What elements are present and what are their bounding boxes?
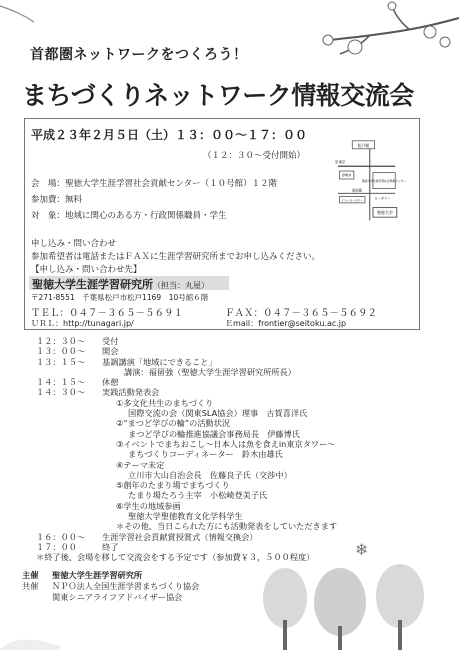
url: ＵＲＬ：http://tunagari.jp/: [31, 319, 134, 328]
schedule-row: [36, 357, 426, 367]
schedule-row: [36, 511, 426, 521]
event-datetime: 平成２３年２月５日（土）１３：００～１７：００: [31, 128, 308, 142]
map-label-station: 松戸駅: [357, 143, 370, 149]
schedule-desc: まつど学びの輪推進協議会事務局長 伊藤博氏: [128, 428, 300, 439]
schedule-row: [36, 387, 426, 397]
map-label-center: 聖徳大学生涯学習社会貢献センター: [362, 179, 407, 184]
schedule-desc: ③イベントでまちおこし～日本人は魚を食えin東京タワー～: [116, 438, 336, 449]
cosponsor-label: 共催: [22, 581, 39, 591]
schedule-desc: 講演：福留強（聖徳大学生涯学習研究所所長）: [124, 366, 296, 377]
twig-decoration: [0, 0, 40, 30]
schedule-row: [36, 470, 426, 480]
trees-decoration: [240, 560, 459, 650]
schedule-row: [36, 490, 426, 500]
schedule-desc: 開会: [102, 346, 119, 357]
schedule-desc: 生涯学習社会貢献賞授賞式（情報交換会）: [102, 531, 258, 542]
schedule-time: １２：３０～: [36, 336, 86, 346]
sponsor: 聖徳大学生涯学習研究所: [52, 570, 143, 580]
schedule-desc: たまり場たろう主宰 小松崎登美子氏: [128, 490, 268, 501]
schedule-desc: 立川市大山自治会長 佐藤良子氏（交渉中）: [128, 469, 292, 480]
reception-time: （１２：３０～受付開始）: [203, 151, 306, 161]
fee-label: 参加費：: [31, 195, 66, 205]
schedule-row: [36, 439, 426, 449]
subtitle: 首都圏ネットワークをつくろう！: [30, 47, 248, 63]
snow-mound-decoration: [0, 620, 60, 650]
tel: ＴＥＬ：０４７－３６５－５６９１: [31, 308, 184, 319]
schedule-row: [36, 501, 426, 511]
schedule-row: [36, 346, 426, 356]
map-label-rotary: ロータリー: [374, 196, 391, 201]
cosponsor-1: ＮＰＯ法人全国生涯学習まちづくり協会: [52, 581, 200, 591]
map-label-ito: イトーヨーカドー: [341, 198, 364, 203]
sponsor-label: 主催: [22, 570, 39, 580]
event-info-box: [24, 118, 420, 330]
access-map: [330, 123, 407, 235]
schedule-desc: 休憩: [102, 377, 119, 388]
apply-heading: 申し込み・問い合わせ: [31, 239, 117, 249]
page-title: まちづくりネットワーク情報交流会: [22, 81, 414, 110]
map-label-univ: 聖徳大学: [376, 210, 393, 215]
venue: 聖徳大学生涯学習社会貢献センター（１０号館）１２階: [65, 179, 278, 189]
schedule-row: [36, 336, 426, 346]
apply-text: 参加希望者は電話またはＦＡＸに生涯学習研究所までお申し込みください。: [31, 252, 321, 262]
org-name: 聖徳大学生涯学習研究所: [32, 278, 153, 291]
schedule-desc: ④テーマ未定: [116, 459, 165, 470]
target-audience: 地域に関心のある方・行政関係職員・学生: [65, 211, 227, 221]
map-label-tokyo: 至東京: [334, 160, 346, 165]
schedule-time: １４：１５～: [36, 377, 86, 388]
fee: 無料: [65, 195, 83, 205]
schedule-row: [36, 429, 426, 439]
schedule-time: １６：００～: [36, 531, 86, 542]
apply-to: 【申し込み・問い合わせ先】: [31, 265, 142, 275]
schedule-row: [36, 418, 426, 428]
cosponsor-2: 関東シニアライフアドバイザー協会: [52, 592, 183, 602]
schedule-desc: ⑤創年のたまり場でまちづくり: [116, 480, 230, 491]
map-label-isetan: 伊勢丹: [341, 173, 352, 178]
schedule-desc: 国際交流の会（関東SLA協会）理事 古賀喜洋氏: [128, 408, 308, 419]
schedule-row: [36, 377, 426, 387]
schedule-desc: ①多文化共生のまちづくり: [116, 397, 214, 408]
schedule-desc: ＊その他、当日こられた方にも活動発表をしていただきます: [116, 521, 338, 532]
schedule-desc: ＊終了後、会場を移して交流会をする予定です（参加費￥３，５００程度）: [36, 552, 315, 563]
fax: ＦＡＸ：０４７－３６５－５６９２: [225, 308, 378, 319]
schedule-time: １３：００～: [36, 346, 86, 357]
email: Ｅmail：frontier@seitoku.ac.jp: [225, 319, 347, 328]
schedule-row: [36, 460, 426, 470]
schedule-desc: ②“まつど学びの輪”の活動状況: [116, 418, 231, 429]
schedule-desc: 聖徳大学聖徳教育文化学科学生: [128, 511, 243, 522]
footer: [22, 570, 199, 603]
org-contact: （担当：丸屋）: [153, 281, 209, 290]
schedule-time: １４：３０～: [36, 387, 86, 398]
schedule-row: [36, 408, 426, 418]
target-label: 対 象：: [31, 211, 66, 221]
branch-blossom-decoration: [300, 0, 459, 60]
venue-label: 会 場：: [31, 179, 66, 189]
schedule-row: [36, 521, 426, 531]
schedule-desc: 実践活動発表会: [102, 387, 160, 398]
schedule-desc: ⑥学生の地域参画: [116, 500, 181, 511]
schedule-row: [36, 367, 426, 377]
schedule-desc: 受付: [102, 336, 119, 346]
schedule-row: [36, 398, 426, 408]
schedule-row: [36, 480, 426, 490]
schedule-time: １７：００: [36, 541, 77, 552]
schedule-time: １３：１５～: [36, 356, 86, 367]
snowflake-icon: ❄: [355, 540, 369, 559]
schedule-desc: 基調講演「地域にできること」: [102, 356, 217, 367]
schedule: [36, 336, 426, 563]
map-label-street: 駅前通: [352, 188, 362, 193]
schedule-desc: まちづくりコーディネーター 鈴木由雄氏: [128, 449, 283, 460]
address: 〒271-8551 千葉県松戸市松戸1169 10号館６階: [31, 293, 209, 302]
schedule-row: [36, 449, 426, 459]
schedule-desc: 終了: [102, 541, 119, 552]
